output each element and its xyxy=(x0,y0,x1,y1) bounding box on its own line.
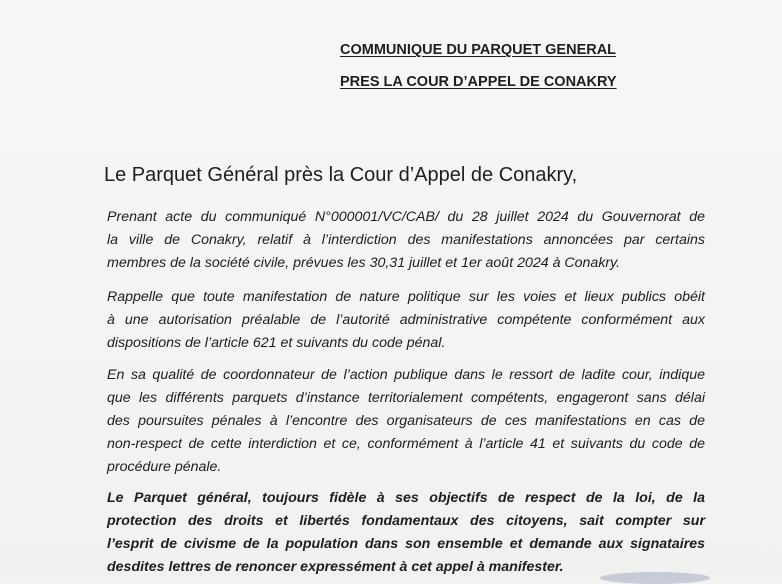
stamp-edge xyxy=(600,572,710,584)
paragraph-line: non-respect de cette interdiction et ce, conformément à l’article 41 et suivants du code de xyxy=(107,436,705,452)
paragraph-line: En sa qualité de coordonnateur de l’action publique dans le ressort de ladite cour, indique xyxy=(107,367,705,383)
paragraph-line: l’esprit de civisme de la population dans son ensemble et demande aux signataires xyxy=(107,536,705,552)
communique-heading xyxy=(340,34,700,98)
paragraph-appeal xyxy=(107,487,705,579)
paragraph-line: membres de la société civile, prévues les 30,31 juillet et 1er août 2024 à Conakry. xyxy=(107,255,621,271)
paragraph-acknowledgement xyxy=(107,206,705,275)
paragraph-line: procédure pénale. xyxy=(107,459,222,475)
paragraph-line: que les différents parquets d’instance territorialement compétents, engageront sans délai xyxy=(107,390,705,406)
paragraph-line: Rappelle que toute manifestation de nature politique sur les voies et lieux publics obéit xyxy=(107,289,705,305)
salutation: Le Parquet Général près la Cour d’Appel de Conakry, xyxy=(104,164,578,186)
heading-line-2: PRES LA COUR D’APPEL DE CONAKRY xyxy=(340,74,617,90)
heading-line-1: COMMUNIQUE DU PARQUET GENERAL xyxy=(340,42,617,58)
paragraph-line: desdites lettres de renoncer expressément à cet appel à manifester. xyxy=(107,559,564,575)
paragraph-line: protection des droits et libertés fondamentaux des citoyens, sait compter sur xyxy=(107,513,705,529)
paragraph-reminder xyxy=(107,286,705,355)
paragraph-line: dispositions de l’article 621 et suivants du code pénal. xyxy=(107,335,446,351)
paragraph-line: Prenant acte du communiqué N°000001/VC/CAB/ du 28 juillet 2024 du Gouvernorat de xyxy=(107,209,705,225)
paragraph-line: des poursuites pénales à l’encontre des organisateurs de ces manifestations en cas de xyxy=(107,413,705,429)
paragraph-line: Le Parquet général, toujours fidèle à ses objectifs de respect de la loi, de la xyxy=(107,490,705,506)
paragraph-line: la ville de Conakry, relatif à l’interdiction des manifestations annoncées par certains xyxy=(107,232,705,248)
paragraph-line: à une autorisation préalable de l’autorité administrative compétente conformément aux xyxy=(107,312,705,328)
paragraph-prosecution xyxy=(107,364,705,479)
